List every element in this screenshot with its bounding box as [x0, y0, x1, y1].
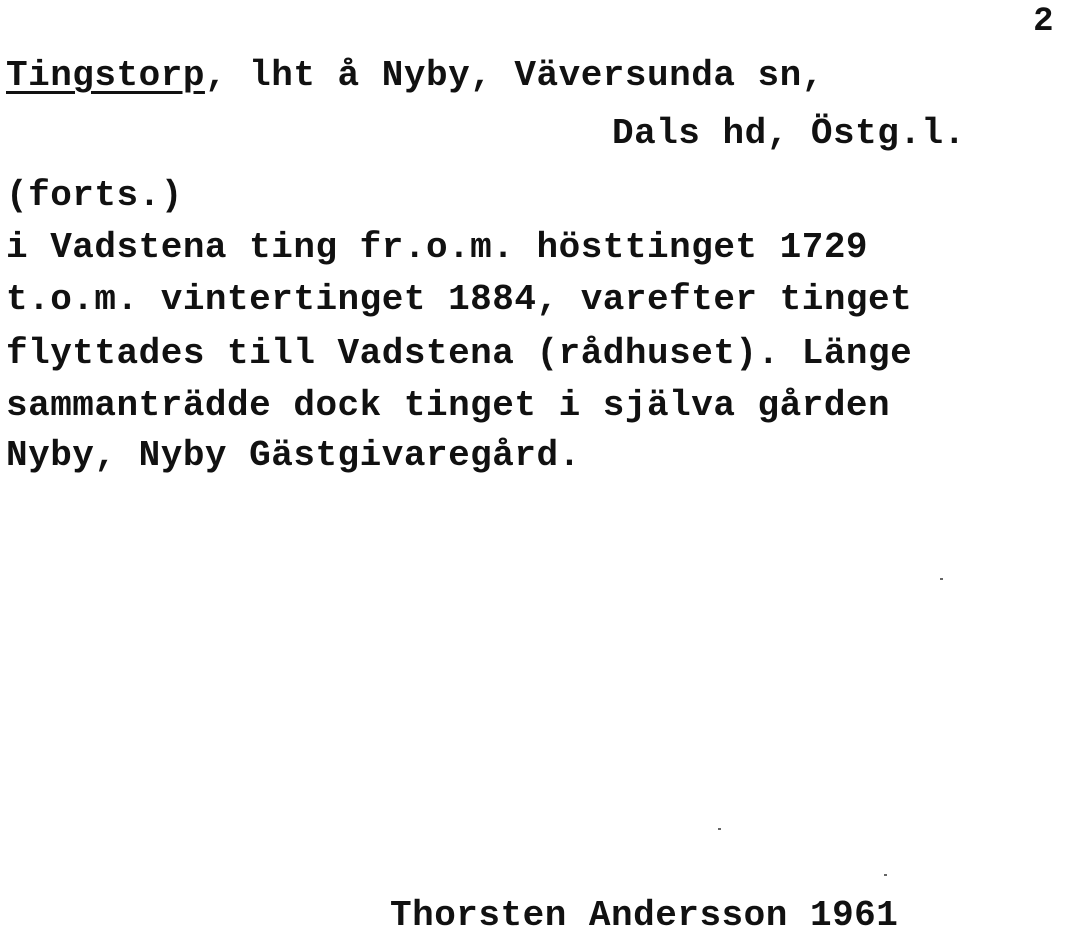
- page-number: 2: [1033, 3, 1054, 41]
- body-line: flyttades till Vadstena (rådhuset). Länge: [6, 333, 913, 374]
- body-line: sammanträdde dock tinget i själva gården: [6, 385, 891, 426]
- continuation-marker: (forts.): [6, 175, 183, 216]
- heading-continuation: Dals hd, Östg.l.: [612, 113, 966, 154]
- place-name: Tingstorp: [6, 55, 205, 96]
- scan-speck: [940, 578, 943, 580]
- scan-speck: [884, 874, 887, 876]
- heading-location: , lht å Nyby, Väversunda sn,: [204, 55, 824, 96]
- scan-speck: [718, 828, 721, 830]
- card-heading: [6, 56, 824, 96]
- body-line: t.o.m. vintertinget 1884, varefter tinget: [6, 279, 913, 320]
- signature: Thorsten Andersson 1961: [390, 895, 899, 936]
- body-line: Nyby, Nyby Gästgivaregård.: [6, 435, 581, 476]
- body-line: i Vadstena ting fr.o.m. hösttinget 1729: [6, 227, 869, 268]
